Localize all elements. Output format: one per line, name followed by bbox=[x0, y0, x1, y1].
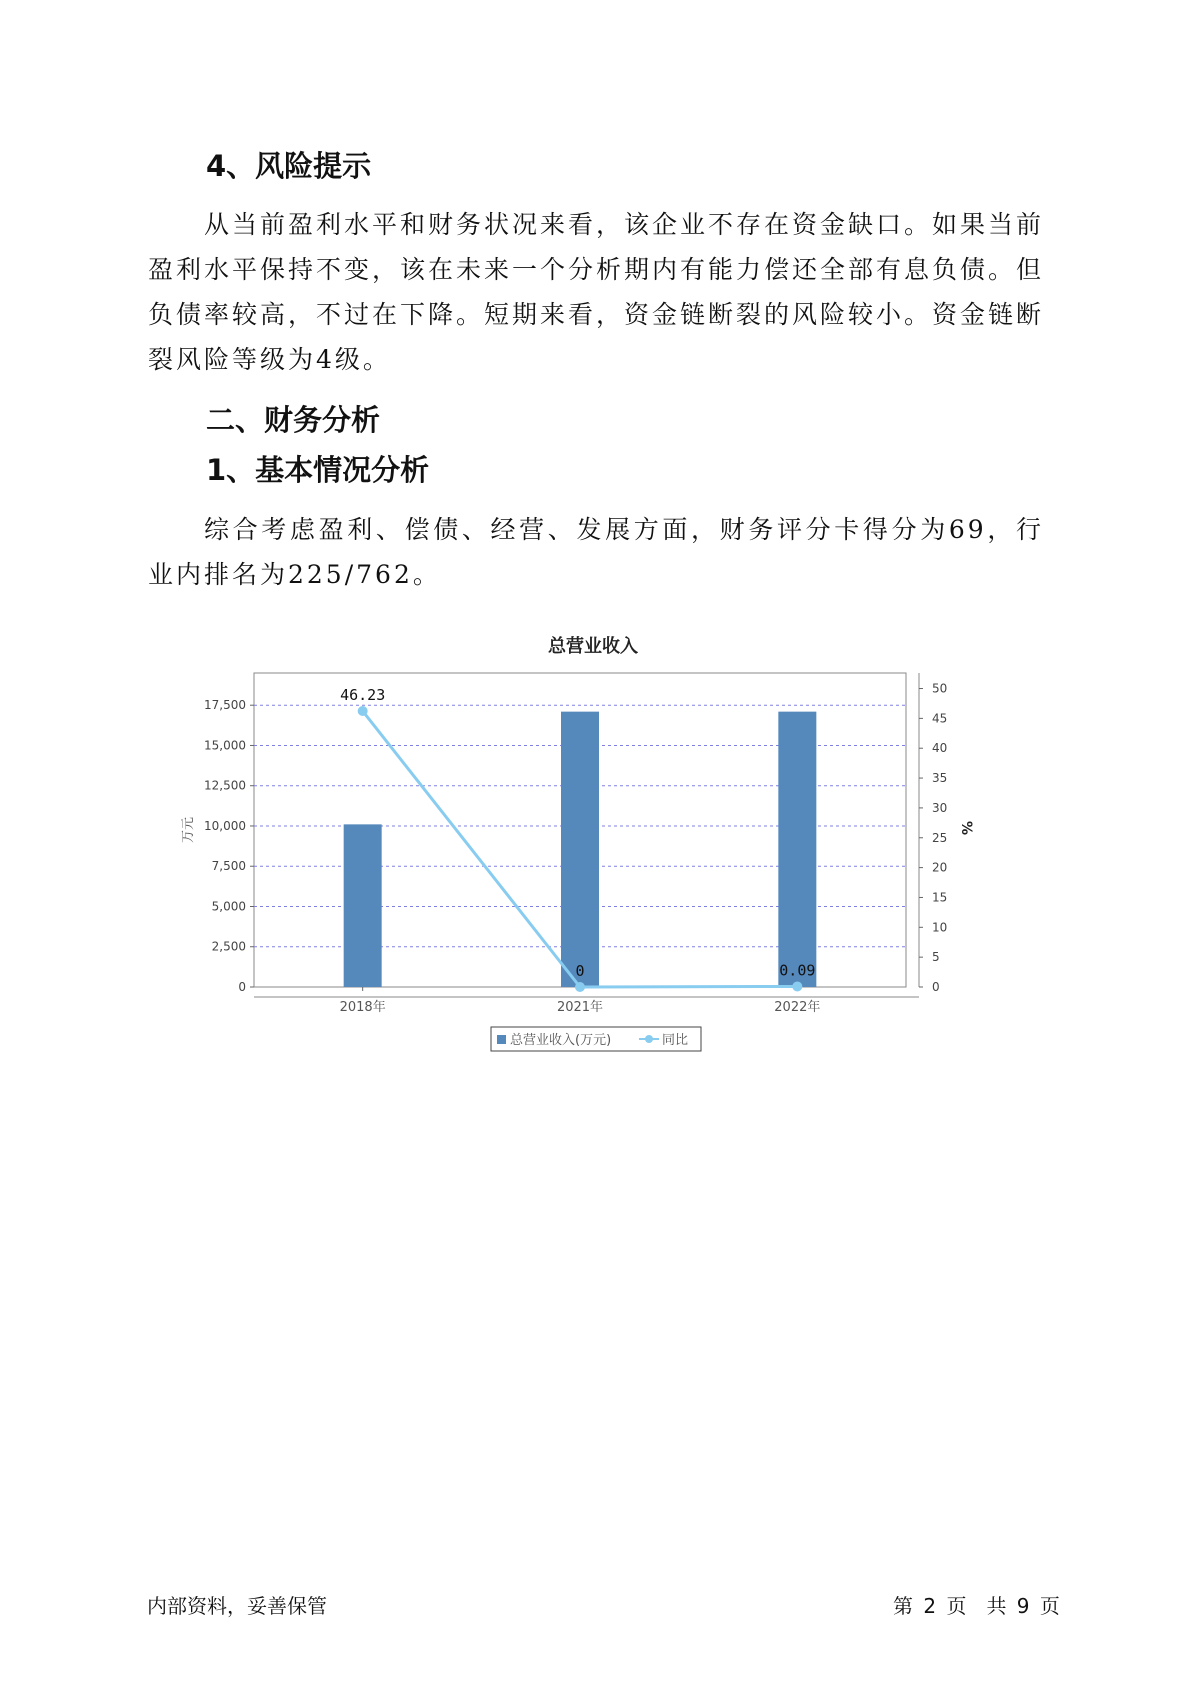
y2-tick-label: 20 bbox=[932, 860, 948, 875]
x-tick-label: 2021年 bbox=[556, 1000, 604, 1015]
x-tick-label: 2022年 bbox=[774, 1000, 821, 1015]
risk-paragraph: 从当前盈利水平和财务状况来看，该企业不存在资金缺口。如果当前盈利水平保持不变，该在未来一个分析期内有能力偿还全部有息负债。但负债率较高，不过在下降。短期来看，资金链断裂的风险较小。资金链断裂风险等级为4级。 bbox=[148, 210, 1045, 374]
y2-tick-label: 40 bbox=[932, 741, 948, 756]
page-number: 第 2 页 共 9 页 bbox=[893, 1594, 1060, 1618]
legend-swatch-revenue bbox=[497, 1035, 506, 1044]
y-tick-label: 17,500 bbox=[204, 698, 246, 713]
legend-label-yoy: 同比 bbox=[662, 1033, 689, 1048]
y2-tick-label: 5 bbox=[932, 950, 940, 965]
y2-tick-label: 50 bbox=[932, 681, 948, 696]
y-tick-label: 2,500 bbox=[211, 939, 246, 954]
y2-tick-label: 0 bbox=[932, 980, 940, 994]
y2-tick-label: 10 bbox=[932, 920, 948, 935]
revenue-chart bbox=[160, 620, 1040, 1080]
legend-swatch-yoy-marker bbox=[645, 1035, 653, 1043]
footer-confidential: 内部资料，妥善保管 bbox=[147, 1594, 327, 1618]
y-tick-label: 7,500 bbox=[211, 859, 246, 874]
y-tick-label: 10,000 bbox=[204, 818, 246, 833]
yoy-point bbox=[575, 982, 585, 992]
basic-heading: 1、基本情况分析 bbox=[206, 453, 430, 487]
yoy-point bbox=[792, 981, 802, 991]
y2-tick-label: 45 bbox=[932, 711, 948, 726]
y2-tick-label: 15 bbox=[932, 890, 948, 905]
y2-axis-label: % bbox=[958, 820, 974, 836]
yoy-data-label: 0 bbox=[575, 962, 585, 980]
yoy-point bbox=[358, 706, 368, 716]
basic-paragraph: 综合考虑盈利、偿债、经营、发展方面，财务评分卡得分为69，行业内排名为225/762。 bbox=[148, 515, 1044, 589]
x-tick-label: 2018年 bbox=[339, 1000, 386, 1015]
revenue-bar bbox=[561, 712, 599, 987]
financial-heading: 二、财务分析 bbox=[206, 403, 381, 437]
y2-tick-label: 30 bbox=[932, 800, 948, 815]
yoy-data-label: 46.23 bbox=[340, 686, 386, 705]
y-axis-label: 万元 bbox=[181, 816, 196, 844]
y2-tick-label: 25 bbox=[932, 830, 948, 845]
y-tick-label: 5,000 bbox=[211, 899, 246, 914]
revenue-bar bbox=[344, 824, 382, 987]
yoy-data-label: 0.09 bbox=[779, 961, 816, 980]
y-tick-label: 0 bbox=[238, 980, 246, 994]
revenue-bar bbox=[778, 712, 816, 987]
legend-label-revenue: 总营业收入(万元) bbox=[510, 1033, 612, 1048]
y2-tick-label: 35 bbox=[932, 771, 948, 786]
risk-heading: 4、风险提示 bbox=[206, 149, 372, 183]
chart-title: 总营业收入 bbox=[548, 636, 638, 657]
y-tick-label: 12,500 bbox=[204, 778, 246, 793]
y-tick-label: 15,000 bbox=[204, 738, 246, 753]
